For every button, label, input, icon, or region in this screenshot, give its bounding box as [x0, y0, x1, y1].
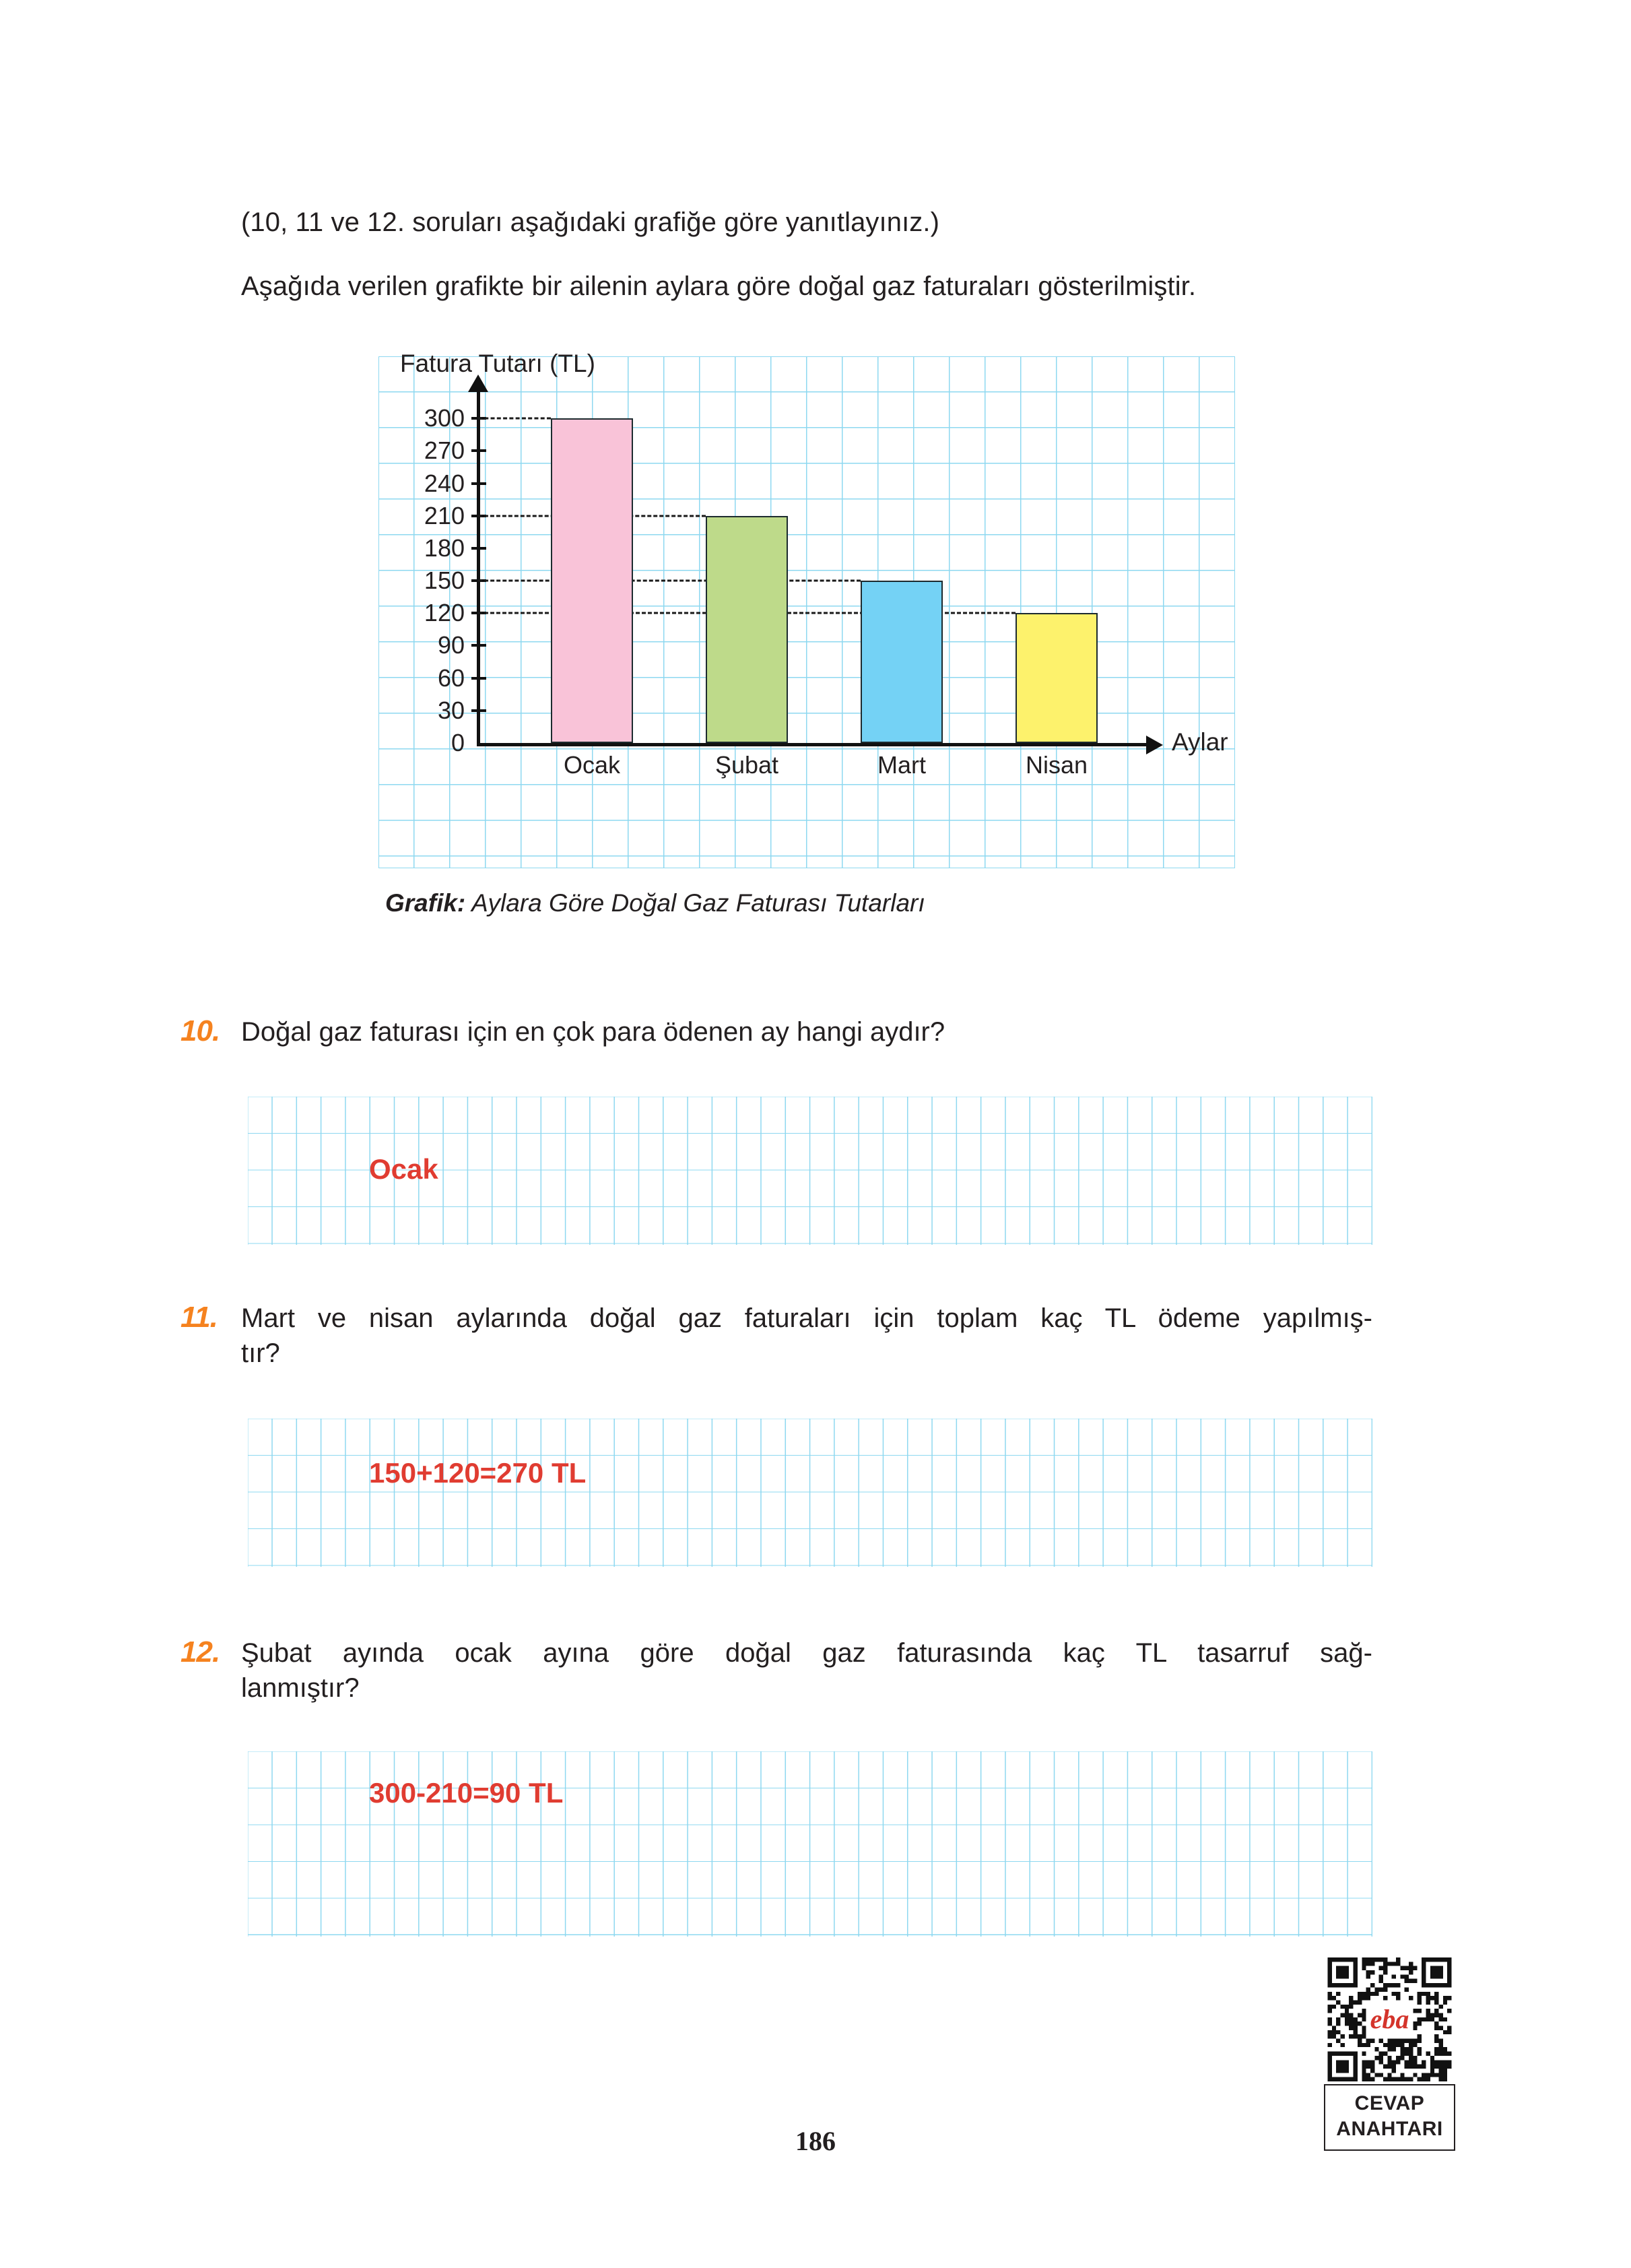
eba-logo: eba	[1366, 2006, 1413, 2033]
y-tick-label-240: 240	[424, 469, 465, 497]
question-text-11	[241, 1301, 1372, 1371]
y-tick-label-120: 120	[424, 599, 465, 627]
figure-caption-label: Grafik:	[385, 889, 466, 917]
question-number-11: 11.	[180, 1301, 218, 1334]
question-12-line-2: lanmıştır?	[241, 1673, 360, 1703]
answer-text-12: 300-210=90 TL	[369, 1777, 564, 1809]
y-tick-mark-270	[471, 449, 486, 452]
instruction-line-1: (10, 11 ve 12. soruları aşağıdaki grafiğe göre yanıtlayınız.)	[241, 207, 940, 237]
x-axis-line	[477, 743, 1150, 746]
figure-caption-text: Aylara Göre Doğal Gaz Faturası Tutarları	[465, 889, 925, 917]
y-tick-label-180: 180	[424, 533, 465, 562]
chart-plot-area	[378, 350, 1235, 868]
y-tick-label-60: 60	[437, 663, 465, 692]
answer-text-10: Ocak	[369, 1153, 438, 1185]
x-axis-arrow-icon	[1146, 736, 1163, 754]
y-tick-label-210: 210	[424, 501, 465, 529]
y-tick-label-150: 150	[424, 566, 465, 595]
y-tick-mark-60	[471, 677, 486, 680]
bar-ocak	[551, 418, 633, 743]
question-number-12: 12.	[180, 1635, 220, 1668]
guide-line-300	[478, 418, 551, 420]
answer-key-caption-line-2: ANAHTARI	[1336, 2118, 1443, 2141]
x-tick-label-mart: Mart	[877, 751, 926, 779]
qr-code-icon[interactable]	[1324, 1957, 1455, 2081]
answer-key-caption-line-1: CEVAP	[1354, 2092, 1425, 2114]
y-tick-label-90: 90	[437, 631, 465, 659]
guide-line-150	[478, 580, 861, 582]
question-11-line-1: Mart ve nisan aylarında doğal gaz faturaları için toplam kaç TL ödeme yapılmış-	[241, 1303, 1372, 1333]
question-10-line-1: Doğal gaz faturası için en çok para ödenen ay hangi aydır?	[241, 1017, 945, 1047]
answer-key-qr-block[interactable]	[1324, 1957, 1455, 2151]
y-tick-label-300: 300	[424, 404, 465, 432]
answer-box-11[interactable]	[248, 1419, 1372, 1567]
question-12-line-1: Şubat ayında ocak ayına göre doğal gaz faturasında kaç TL tasarruf sağ-	[241, 1638, 1372, 1668]
y-tick-label-0: 0	[451, 729, 465, 756]
x-axis-title: Aylar	[1172, 728, 1228, 756]
bar-nisan	[1016, 613, 1098, 743]
instruction-line-2: Aşağıda verilen grafikte bir ailenin aylara göre doğal gaz faturaları gösterilmiştir.	[241, 271, 1197, 301]
page-number: 186	[795, 2126, 836, 2156]
x-tick-label-ocak: Ocak	[563, 751, 621, 779]
question-11-line-2: tır?	[241, 1338, 280, 1368]
y-tick-mark-30	[471, 709, 486, 712]
bar-mart	[861, 581, 943, 743]
y-tick-label-270: 270	[424, 436, 465, 465]
x-tick-label-şubat: Şubat	[714, 751, 779, 779]
figure-caption	[385, 889, 925, 917]
question-number-10: 10.	[180, 1014, 220, 1047]
bar-chart-figure	[378, 350, 1235, 868]
y-tick-mark-90	[471, 644, 486, 647]
y-axis-title: Fatura Tutarı (TL)	[400, 350, 595, 377]
y-tick-mark-240	[471, 482, 486, 485]
y-tick-mark-180	[471, 547, 486, 550]
bar-şubat	[706, 516, 788, 743]
question-text-10	[241, 1014, 1372, 1049]
y-axis-line	[477, 389, 480, 746]
question-text-12	[241, 1635, 1372, 1706]
y-tick-label-30: 30	[437, 696, 465, 724]
x-tick-label-nisan: Nisan	[1025, 751, 1088, 779]
answer-text-11: 150+120=270 TL	[369, 1457, 587, 1489]
